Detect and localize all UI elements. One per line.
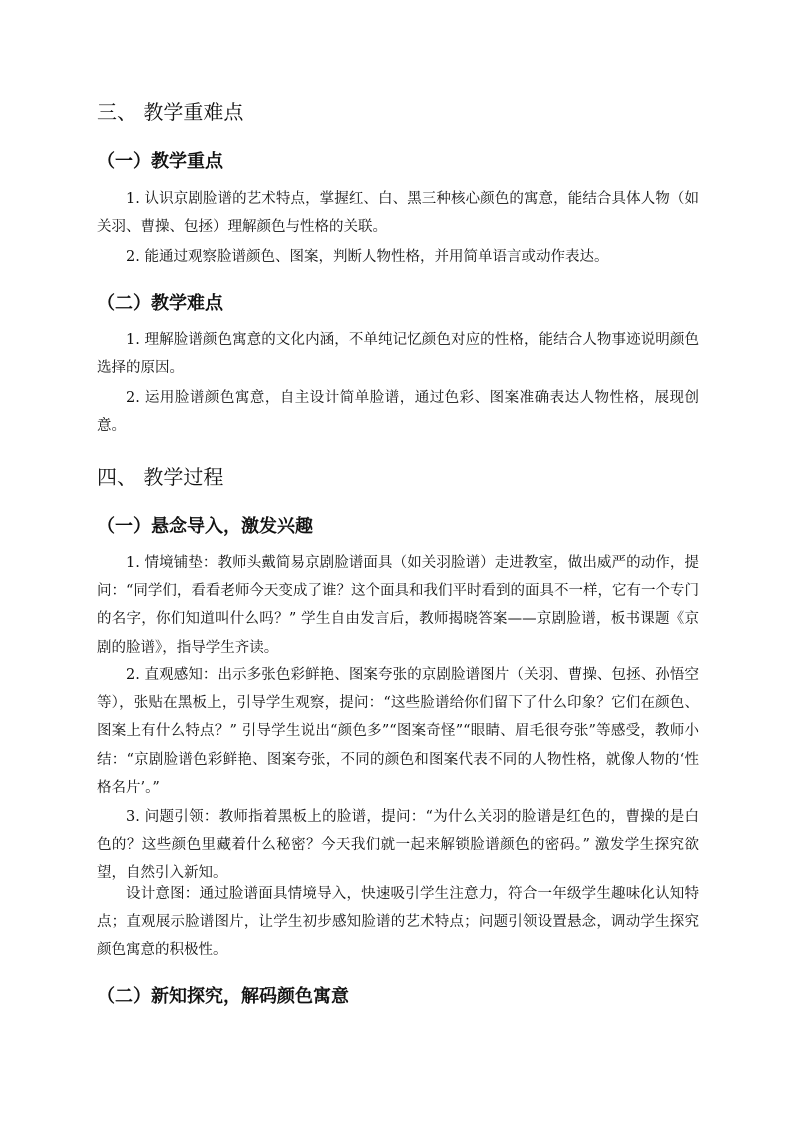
section-3-sub2-item-1: 1. 理解脸谱颜色寓意的文化内涵，不单纯记忆颜色对应的性格，能结合人物事迹说明颜色选择的原因。 [97,332,699,377]
section-4-sub1-item-2: 2. 直观感知：出示多张色彩鲜艳、图案夸张的京剧脸谱图片（关羽、曹操、包拯、孙悟空等），张贴在黑板上，引导学生观察，提问：“这些脸谱给你们留下了什么印象？它们在颜色、图案上有什么特点？” 引导学生说出“颜色多”“图案奇怪”“眼睛、眉毛很夸张”等感受，教师小结：“京剧脸谱色彩鲜艳、图案夸张，不同的颜色和图案代表不同的人物性格，就像人物的‘性格名片’。” [97,667,699,796]
section-3-sub1-heading: （一）教学重点 [97,151,223,172]
design-intent-paragraph: 设计意图：通过脸谱面具情境导入，快速吸引学生注意力，符合一年级学生趣味化认知特点；直观展示脸谱图片，让学生初步感知脸谱的艺术特点；问题引领设置悬念，调动学生探究颜色寓意的积极性。 [97,886,699,959]
section-4-sub1-heading: （一）悬念导入，激发兴趣 [97,516,313,537]
section-4-sub2-heading: （二）新知探究，解码颜色寓意 [97,986,349,1007]
section-3-heading: 三、 教学重难点 [97,100,244,124]
section-3-sub2-heading: （二）教学难点 [97,293,223,314]
section-3-sub2-item-2: 2. 运用脸谱颜色寓意，自主设计简单脸谱，通过色彩、图案准确表达人物性格，展现创意。 [97,390,699,435]
section-3-sub1-item-2: 2. 能通过观察脸谱颜色、图案，判断人物性格，并用简单语言或动作表达。 [126,249,609,265]
section-4-heading: 四、 教学过程 [97,465,224,489]
section-4-sub1-item-3: 3. 问题引领：教师指着黑板上的脸谱，提问：“为什么关羽的脸谱是红色的，曹操的是白色的？这些颜色里藏着什么秘密？今天我们就一起来解锁脸谱颜色的密码。” 激发学生探究欲望，自然引入新知。 [97,809,699,882]
section-4-sub1-item-1: 1. 情境铺垫：教师头戴简易京剧脸谱面具（如关羽脸谱）走进教室，做出威严的动作，提问：“同学们，看看老师今天变成了谁？这个面具和我们平时看到的面具不一样，它有一个专门的名字，你们知道叫什么吗？” 学生自由发言后，教师揭晓答案——京剧脸谱，板书课题《京剧的脸谱》，指导学生齐读。 [97,555,699,656]
section-3-sub1-item-1: 1. 认识京剧脸谱的艺术特点，掌握红、白、黑三种核心颜色的寓意，能结合具体人物（如关羽、曹操、包拯）理解颜色与性格的关联。 [97,191,699,236]
